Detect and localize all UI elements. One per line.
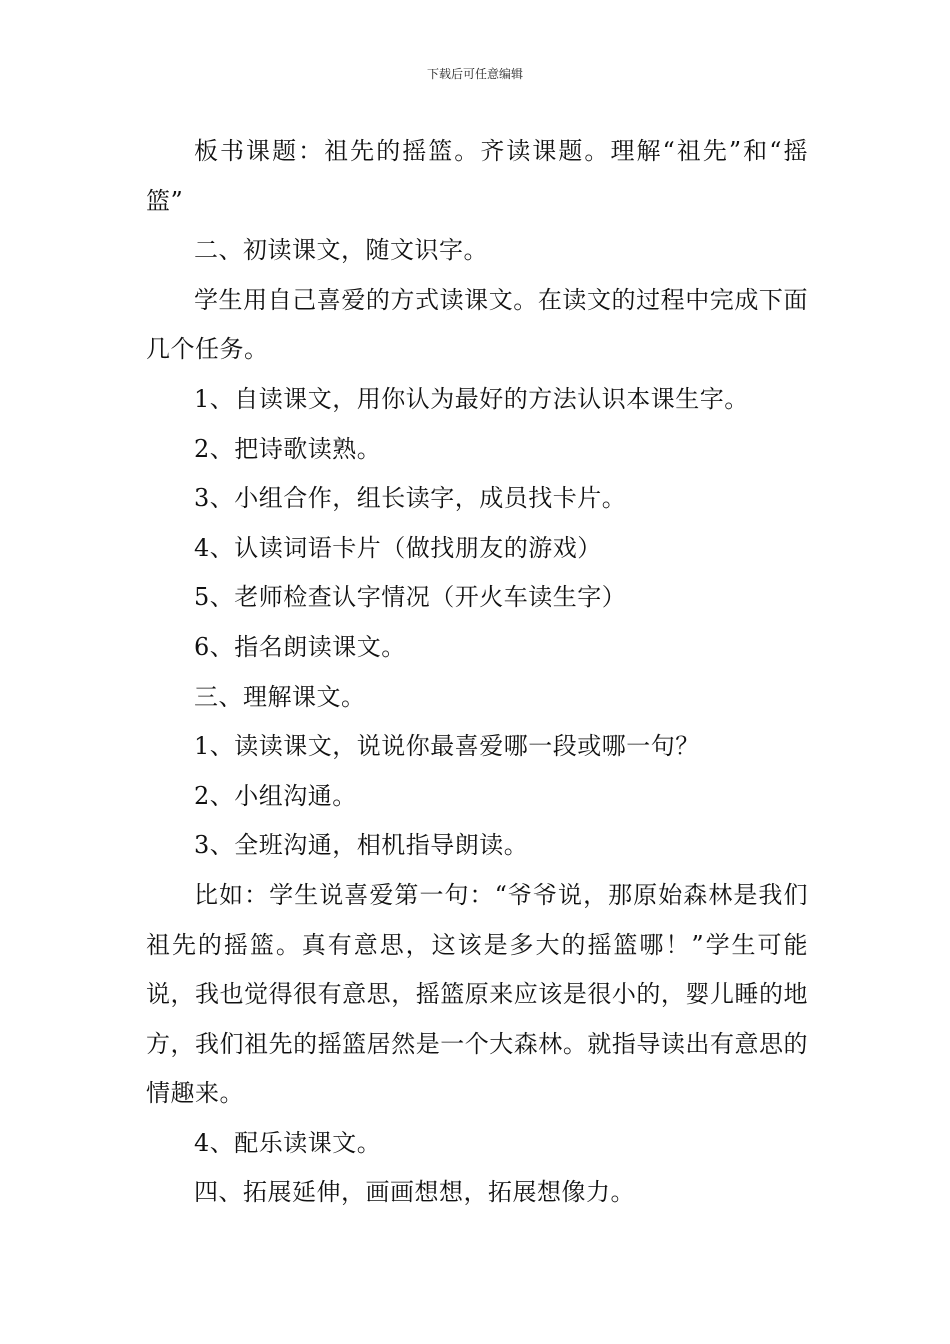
list-item-task-3: 3、小组合作，组长读字，成员找卡片。 <box>194 484 627 513</box>
page-header-note: 下载后可任意编辑 <box>426 67 523 81</box>
list-item-task-4: 4、认读词语卡片（做找朋友的游戏） <box>194 533 602 562</box>
list-item-task-6: 6、指名朗读课文。 <box>194 632 406 661</box>
list-item-task-1: 1、自读课文，用你认为最好的方法认识本课生字。 <box>194 384 749 413</box>
list-item-task-5: 5、老师检查认字情况（开火车读生字） <box>194 583 627 612</box>
section-heading-extension: 四、拓展延伸，画画想想，拓展想像力。 <box>194 1178 635 1207</box>
list-item-understanding-3: 3、全班沟通，相机指导朗读。 <box>194 831 529 860</box>
paragraph-example: 比如：学生说喜爱第一句：“爷爷说，那原始森林是我们祖先的摇篮。真有意思，这该是多大的摇篮哪！”学生可能说，我也觉得很有意思，摇篮原来应该是很小的，婴儿睡的地方，我们祖先的摇篮居然是一个大森林。就指导读出有意思的情趣来。 <box>146 880 808 1108</box>
document-body <box>146 127 808 1218</box>
paragraph-title-topic: 板书课题：祖先的摇篮。齐读课题。理解“祖先”和“摇篮” <box>146 137 808 215</box>
list-item-understanding-4: 4、配乐读课文。 <box>194 1128 382 1157</box>
list-item-understanding-2: 2、小组沟通。 <box>194 781 357 810</box>
list-item-task-2: 2、把诗歌读熟。 <box>194 434 382 463</box>
section-heading-understanding: 三、理解课文。 <box>194 682 366 711</box>
paragraph-reading-tasks-intro: 学生用自己喜爱的方式读课文。在读文的过程中完成下面几个任务。 <box>146 285 808 364</box>
section-heading-initial-reading: 二、初读课文，随文识字。 <box>194 236 488 265</box>
list-item-understanding-1: 1、读读课文，说说你最喜爱哪一段或哪一句？ <box>194 732 700 761</box>
